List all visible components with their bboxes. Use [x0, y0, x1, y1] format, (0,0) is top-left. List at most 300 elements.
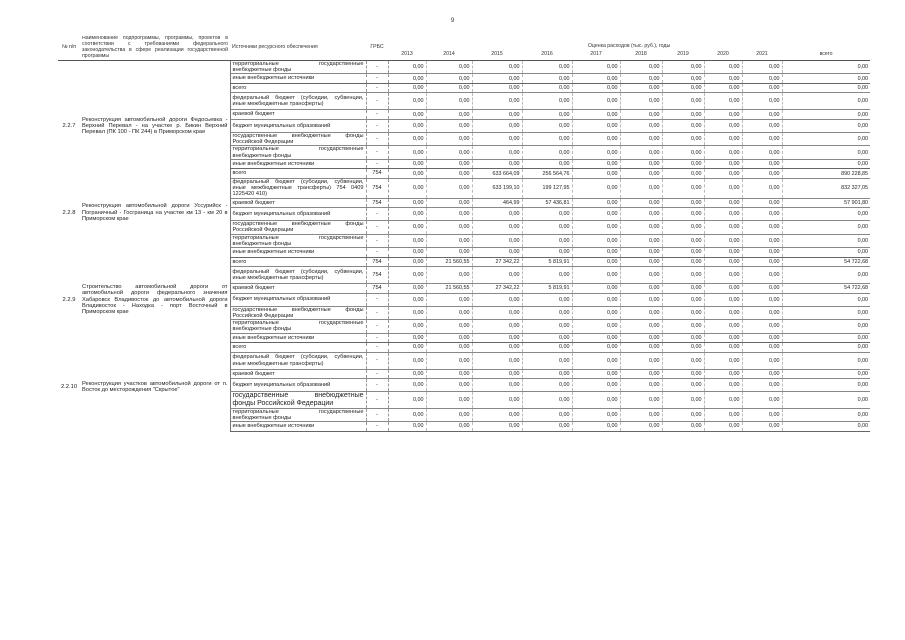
year-value: 0,00 [742, 392, 782, 409]
year-value: 199 127,95 [522, 178, 572, 198]
grbs-code: - [366, 422, 388, 432]
total-value: 0,00 [782, 93, 870, 110]
year-value: 0,00 [704, 343, 742, 353]
year-value: 0,00 [662, 257, 704, 267]
year-value: 0,00 [472, 60, 522, 74]
year-value: 0,00 [620, 159, 662, 169]
total-value: 54 722,68 [782, 257, 870, 267]
year-value: 0,00 [704, 284, 742, 294]
year-value: 0,00 [704, 159, 742, 169]
year-value: 0,00 [662, 284, 704, 294]
year-value: 27 342,22 [472, 257, 522, 267]
table-row [58, 83, 870, 93]
year-value: 0,00 [426, 306, 472, 320]
year-value: 0,00 [572, 146, 620, 160]
total-value: 0,00 [782, 422, 870, 432]
year-value: 0,00 [742, 343, 782, 353]
year-value: 0,00 [472, 234, 522, 248]
year-value: 0,00 [388, 208, 426, 221]
year-value: 0,00 [742, 248, 782, 258]
total-value: 0,00 [782, 369, 870, 379]
year-value: 0,00 [620, 110, 662, 120]
grbs-code: - [366, 146, 388, 160]
year-value: 0,00 [742, 178, 782, 198]
funding-source: территориальные государственные внебюджетные фонды [230, 234, 366, 248]
header-year-0: 2013 [388, 50, 426, 61]
year-value: 0,00 [522, 159, 572, 169]
year-value: 0,00 [572, 257, 620, 267]
year-value: 0,00 [620, 392, 662, 409]
year-value: 0,00 [388, 93, 426, 110]
year-value: 0,00 [704, 234, 742, 248]
funding-source: территориальные государственные внебюджетные фонды [230, 408, 366, 422]
year-value: 0,00 [742, 198, 782, 208]
total-value: 0,00 [782, 320, 870, 334]
table-row [58, 257, 870, 267]
year-value: 0,00 [426, 293, 472, 306]
total-value: 54 722,68 [782, 284, 870, 294]
header-estimate: Оценка расходов (тыс. руб.), годы [587, 43, 671, 49]
year-value: 0,00 [704, 306, 742, 320]
grbs-code: 754 [366, 257, 388, 267]
year-value: 0,00 [662, 248, 704, 258]
year-value: 0,00 [742, 422, 782, 432]
row-number: 2.2.7 [62, 122, 76, 129]
year-value: 0,00 [522, 83, 572, 93]
grbs-code: 754 [366, 267, 388, 284]
year-value: 0,00 [388, 293, 426, 306]
header-year-9: всего [782, 50, 870, 61]
funding-source: федеральный бюджет (субсидии, субвенции, иные межбюджетные трансферты) [230, 267, 366, 284]
table-header [58, 36, 870, 60]
year-value: 0,00 [572, 60, 620, 74]
total-value: 0,00 [782, 208, 870, 221]
year-value: 0,00 [572, 379, 620, 392]
total-value: 832 327,05 [782, 178, 870, 198]
year-value: 0,00 [426, 83, 472, 93]
funding-source: иные внебюджетные источники [230, 159, 366, 169]
year-value: 0,00 [426, 93, 472, 110]
year-value: 0,00 [572, 343, 620, 353]
total-value: 0,00 [782, 221, 870, 235]
year-value: 0,00 [620, 60, 662, 74]
year-value: 0,00 [472, 392, 522, 409]
year-value: 0,00 [662, 306, 704, 320]
table-row [58, 343, 870, 353]
year-value: 0,00 [472, 369, 522, 379]
header-year-6: 2019 [662, 50, 704, 61]
funding-source: государственные внебюджетные фонды Российской Федерации [230, 392, 366, 409]
year-value: 0,00 [704, 208, 742, 221]
year-value: 0,00 [662, 379, 704, 392]
year-value: 0,00 [662, 93, 704, 110]
year-value: 0,00 [742, 369, 782, 379]
year-value: 0,00 [426, 369, 472, 379]
year-value: 0,00 [522, 146, 572, 160]
year-value: 0,00 [522, 110, 572, 120]
year-value: 0,00 [426, 132, 472, 146]
year-value: 0,00 [704, 352, 742, 369]
year-value: 0,00 [572, 83, 620, 93]
year-value: 0,00 [662, 110, 704, 120]
year-value: 0,00 [426, 248, 472, 258]
year-value: 0,00 [426, 119, 472, 132]
funding-source: федеральный бюджет (субсидии, субвенции, иные межбюджетные трансферты) [230, 93, 366, 110]
total-value: 0,00 [782, 132, 870, 146]
total-value: 0,00 [782, 248, 870, 258]
year-value: 0,00 [472, 422, 522, 432]
year-value: 633 664,09 [472, 169, 522, 179]
year-value: 0,00 [472, 333, 522, 343]
year-value: 0,00 [620, 248, 662, 258]
year-value: 0,00 [522, 293, 572, 306]
year-value: 0,00 [572, 208, 620, 221]
year-value: 0,00 [572, 234, 620, 248]
year-value: 27 342,22 [472, 284, 522, 294]
year-value: 0,00 [742, 208, 782, 221]
year-value: 0,00 [522, 248, 572, 258]
year-value: 0,00 [662, 234, 704, 248]
grbs-code: - [366, 221, 388, 235]
year-value: 0,00 [388, 248, 426, 258]
year-value: 0,00 [742, 159, 782, 169]
total-value: 0,00 [782, 293, 870, 306]
funding-source: всего [230, 343, 366, 353]
year-value: 0,00 [662, 392, 704, 409]
year-value: 0,00 [572, 248, 620, 258]
year-value: 0,00 [472, 408, 522, 422]
year-value: 0,00 [572, 110, 620, 120]
header-grbs: ГРБС [366, 36, 388, 60]
total-value: 57 901,80 [782, 198, 870, 208]
year-value: 0,00 [426, 267, 472, 284]
year-value: 0,00 [742, 234, 782, 248]
year-value: 0,00 [388, 422, 426, 432]
grbs-code: - [366, 352, 388, 369]
year-value: 0,00 [426, 234, 472, 248]
year-value: 0,00 [472, 132, 522, 146]
year-value: 0,00 [704, 392, 742, 409]
year-value: 0,00 [662, 267, 704, 284]
year-value: 0,00 [572, 392, 620, 409]
year-value: 0,00 [426, 60, 472, 74]
year-value: 0,00 [472, 119, 522, 132]
project-name: Реконструкция участков автомобильной дороги от п. Восток до месторождения "Скрытое" [82, 380, 228, 393]
year-value: 0,00 [704, 119, 742, 132]
funding-source: всего [230, 169, 366, 179]
year-value: 0,00 [662, 221, 704, 235]
funding-source: государственные внебюджетные фонды Российской Федерации [230, 221, 366, 235]
year-value: 0,00 [426, 110, 472, 120]
year-value: 0,00 [620, 408, 662, 422]
year-value: 0,00 [472, 110, 522, 120]
funding-source: всего [230, 257, 366, 267]
year-value: 0,00 [662, 178, 704, 198]
total-value: 0,00 [782, 343, 870, 353]
year-value: 0,00 [388, 221, 426, 235]
grbs-code: - [366, 306, 388, 320]
grbs-code: - [366, 379, 388, 392]
year-value: 0,00 [472, 293, 522, 306]
year-value: 0,00 [388, 392, 426, 409]
year-value: 0,00 [620, 83, 662, 93]
grbs-code: - [366, 293, 388, 306]
header-year-5: 2018 [620, 50, 662, 61]
year-value: 0,00 [704, 178, 742, 198]
project-name: Строительство автомобильной дороги от автомобильной дороги федерального значения Хабаровск Владивосток до автомобильной дороги Владивосток - Находка - порт Восточный в Приморском крае [82, 283, 228, 316]
year-value: 0,00 [742, 221, 782, 235]
year-value: 0,00 [742, 110, 782, 120]
year-value: 0,00 [572, 221, 620, 235]
header-year-7: 2020 [704, 50, 742, 61]
year-value: 0,00 [572, 93, 620, 110]
year-value: 0,00 [472, 379, 522, 392]
year-value: 0,00 [742, 146, 782, 160]
year-value: 0,00 [572, 132, 620, 146]
year-value: 0,00 [704, 198, 742, 208]
year-value: 0,00 [426, 74, 472, 84]
year-value: 0,00 [426, 392, 472, 409]
year-value: 0,00 [572, 267, 620, 284]
grbs-code: 754 [366, 169, 388, 179]
year-value: 0,00 [522, 306, 572, 320]
year-value: 0,00 [704, 146, 742, 160]
year-value: 0,00 [522, 267, 572, 284]
year-value: 0,00 [388, 267, 426, 284]
year-value: 0,00 [388, 146, 426, 160]
year-value: 0,00 [426, 159, 472, 169]
header-year-3: 2016 [522, 50, 572, 61]
year-value: 0,00 [572, 352, 620, 369]
year-value: 0,00 [572, 119, 620, 132]
total-value: 0,00 [782, 306, 870, 320]
grbs-code: - [366, 369, 388, 379]
year-value: 0,00 [388, 234, 426, 248]
year-value: 0,00 [426, 221, 472, 235]
year-value: 0,00 [426, 408, 472, 422]
year-value: 0,00 [472, 267, 522, 284]
year-value: 0,00 [704, 93, 742, 110]
year-value: 0,00 [426, 178, 472, 198]
total-value: 0,00 [782, 267, 870, 284]
year-value: 0,00 [522, 132, 572, 146]
year-value: 0,00 [662, 369, 704, 379]
year-value: 0,00 [426, 198, 472, 208]
year-value: 0,00 [742, 74, 782, 84]
year-value: 0,00 [388, 343, 426, 353]
total-value: 0,00 [782, 352, 870, 369]
grbs-code: - [366, 119, 388, 132]
year-value: 0,00 [662, 83, 704, 93]
funding-source: бюджет муниципальных образований [230, 293, 366, 306]
year-value: 0,00 [388, 83, 426, 93]
year-value: 0,00 [388, 320, 426, 334]
year-value: 0,00 [742, 93, 782, 110]
funding-source: иные внебюджетные источники [230, 248, 366, 258]
year-value: 0,00 [662, 408, 704, 422]
year-value: 0,00 [704, 74, 742, 84]
year-value: 0,00 [742, 333, 782, 343]
year-value: 5 819,91 [522, 257, 572, 267]
year-value: 0,00 [742, 352, 782, 369]
year-value: 0,00 [522, 408, 572, 422]
year-value: 0,00 [704, 422, 742, 432]
year-value: 0,00 [572, 74, 620, 84]
year-value: 0,00 [388, 198, 426, 208]
year-value: 0,00 [388, 257, 426, 267]
year-value: 633 199,10 [472, 178, 522, 198]
year-value: 0,00 [522, 60, 572, 74]
year-value: 0,00 [704, 248, 742, 258]
year-value: 0,00 [620, 93, 662, 110]
year-value: 0,00 [662, 60, 704, 74]
year-value: 0,00 [742, 408, 782, 422]
year-value: 0,00 [522, 333, 572, 343]
funding-source: государственные внебюджетные фонды Российской Федерации [230, 132, 366, 146]
year-value: 0,00 [522, 93, 572, 110]
header-name: Наименование подпрограммы, программы, проектов в соответствии с требованиями федерального законодательства в сфере реализации государственной программы [82, 36, 228, 59]
grbs-code: 754 [366, 178, 388, 198]
grbs-code: - [366, 392, 388, 409]
year-value: 0,00 [704, 369, 742, 379]
total-value: 0,00 [782, 119, 870, 132]
funding-source: территориальные государственные внебюджетные фонды [230, 146, 366, 160]
year-value: 0,00 [472, 221, 522, 235]
year-value: 0,00 [472, 146, 522, 160]
year-value: 0,00 [572, 306, 620, 320]
year-value: 0,00 [620, 333, 662, 343]
year-value: 0,00 [704, 267, 742, 284]
year-value: 0,00 [662, 320, 704, 334]
year-value: 0,00 [426, 146, 472, 160]
grbs-code: 754 [366, 284, 388, 294]
year-value: 0,00 [522, 234, 572, 248]
year-value: 0,00 [388, 110, 426, 120]
year-value: 0,00 [572, 422, 620, 432]
row-number: 2.2.9 [62, 296, 76, 303]
year-value: 0,00 [620, 320, 662, 334]
year-value: 0,00 [426, 343, 472, 353]
year-value: 0,00 [620, 178, 662, 198]
header-no: № п/п [58, 36, 80, 60]
funding-source: федеральный бюджет (субсидии, субвенции, иные межбюджетные трансферты) [230, 352, 366, 369]
year-value: 0,00 [522, 379, 572, 392]
year-value: 0,00 [742, 83, 782, 93]
year-value: 0,00 [426, 352, 472, 369]
funding-source: иные внебюджетные источники [230, 74, 366, 84]
year-value: 0,00 [472, 74, 522, 84]
year-value: 0,00 [388, 132, 426, 146]
year-value: 0,00 [388, 379, 426, 392]
year-value: 0,00 [426, 169, 472, 179]
year-value: 0,00 [572, 369, 620, 379]
year-value: 0,00 [620, 119, 662, 132]
funding-source: территориальные государственные внебюджетные фонды [230, 60, 366, 74]
year-value: 0,00 [742, 320, 782, 334]
year-value: 0,00 [620, 343, 662, 353]
year-value: 0,00 [620, 132, 662, 146]
year-value: 0,00 [388, 333, 426, 343]
year-value: 0,00 [620, 169, 662, 179]
total-value: 0,00 [782, 74, 870, 84]
grbs-code: - [366, 83, 388, 93]
year-value: 0,00 [662, 169, 704, 179]
grbs-code: - [366, 248, 388, 258]
year-value: 5 819,91 [522, 284, 572, 294]
total-value: 0,00 [782, 146, 870, 160]
grbs-code: - [366, 408, 388, 422]
funding-source: краевой бюджет [230, 369, 366, 379]
year-value: 0,00 [572, 284, 620, 294]
year-value: 0,00 [620, 234, 662, 248]
header-source: Источники ресурсного обеспечения [230, 36, 366, 60]
year-value: 0,00 [742, 293, 782, 306]
year-value: 0,00 [388, 178, 426, 198]
year-value: 0,00 [662, 208, 704, 221]
year-value: 0,00 [426, 208, 472, 221]
project-name: Реконструкция автомобильной дороги Федосьевка - Верхний Перевал - на участке р. Бикин Верхний Перевал (ПК 100 - ПК 244) в Приморском крае [82, 116, 228, 136]
year-value: 0,00 [620, 146, 662, 160]
year-value: 0,00 [388, 352, 426, 369]
year-value: 0,00 [742, 267, 782, 284]
grbs-code: - [366, 333, 388, 343]
year-value: 0,00 [662, 146, 704, 160]
year-value: 0,00 [388, 408, 426, 422]
year-value: 0,00 [522, 320, 572, 334]
year-value: 0,00 [704, 221, 742, 235]
year-value: 0,00 [742, 306, 782, 320]
total-value: 0,00 [782, 110, 870, 120]
year-value: 0,00 [662, 198, 704, 208]
year-value: 464,99 [472, 198, 522, 208]
year-value: 0,00 [620, 306, 662, 320]
year-value: 0,00 [572, 320, 620, 334]
header-year-1: 2014 [426, 50, 472, 61]
year-value: 0,00 [572, 408, 620, 422]
funding-source: всего [230, 83, 366, 93]
year-value: 0,00 [472, 248, 522, 258]
grbs-code: - [366, 110, 388, 120]
funding-source: государственные внебюджетные фонды Российской Федерации [230, 306, 366, 320]
table-row [58, 169, 870, 179]
budget-table [58, 36, 870, 432]
year-value: 0,00 [620, 198, 662, 208]
year-value: 0,00 [620, 293, 662, 306]
funding-source: бюджет муниципальных образований [230, 208, 366, 221]
year-value: 0,00 [472, 83, 522, 93]
year-value: 0,00 [522, 369, 572, 379]
year-value: 0,00 [742, 132, 782, 146]
year-value: 0,00 [472, 208, 522, 221]
header-year-2: 2015 [472, 50, 522, 61]
year-value: 0,00 [742, 379, 782, 392]
year-value: 0,00 [662, 74, 704, 84]
year-value: 0,00 [662, 333, 704, 343]
year-value: 0,00 [572, 159, 620, 169]
total-value: 0,00 [782, 408, 870, 422]
grbs-code: - [366, 159, 388, 169]
year-value: 0,00 [704, 60, 742, 74]
year-value: 0,00 [472, 320, 522, 334]
year-value: 0,00 [522, 74, 572, 84]
year-value: 0,00 [704, 293, 742, 306]
year-value: 0,00 [704, 320, 742, 334]
year-value: 0,00 [522, 343, 572, 353]
year-value: 0,00 [620, 379, 662, 392]
year-value: 0,00 [426, 333, 472, 343]
year-value: 0,00 [522, 221, 572, 235]
row-number [58, 60, 80, 83]
